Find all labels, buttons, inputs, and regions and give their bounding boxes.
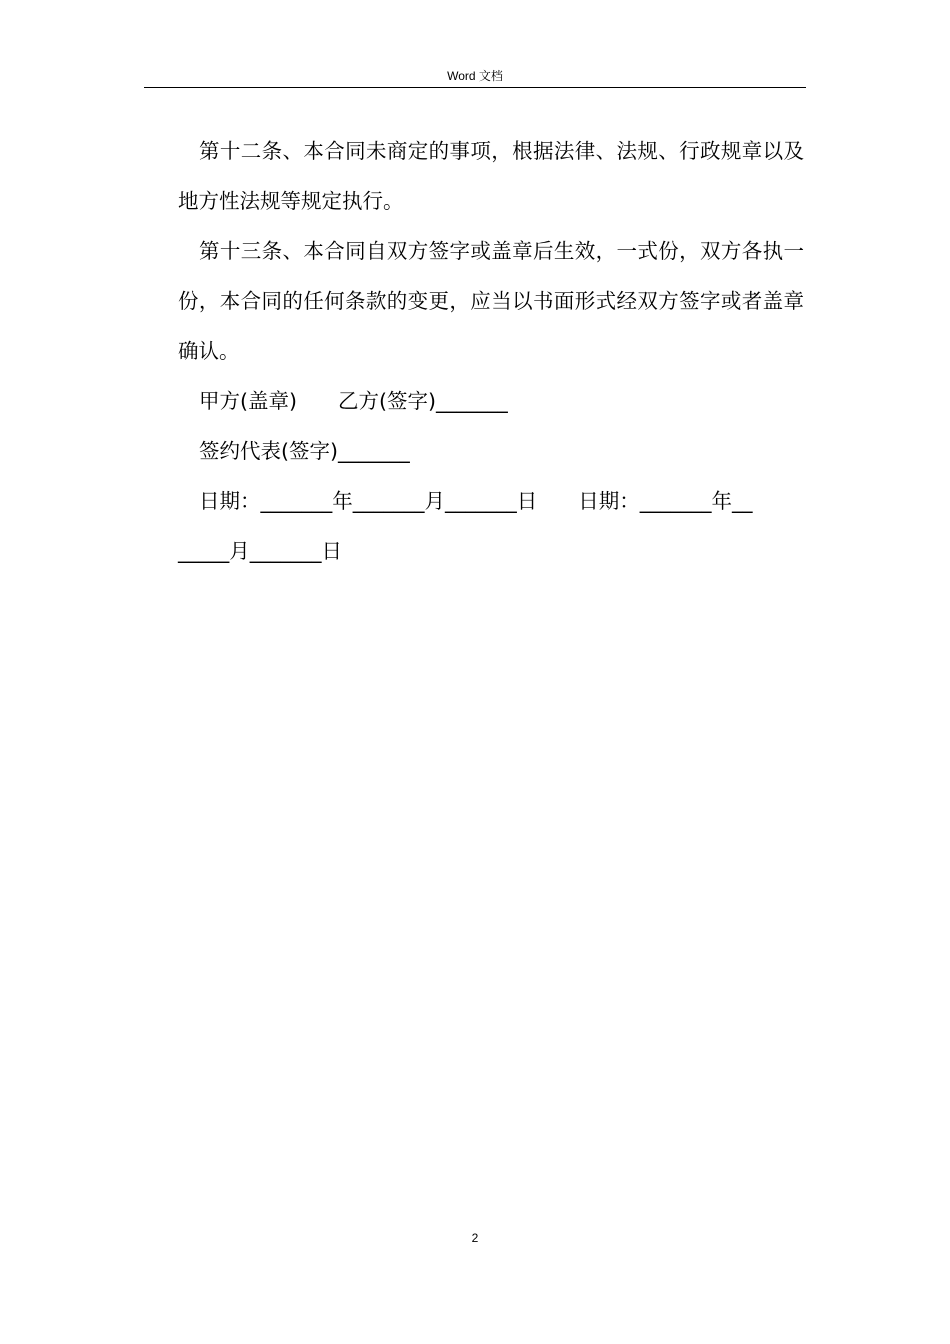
- page-number: 2: [471, 1231, 479, 1245]
- page-header-title: Word 文档: [447, 69, 503, 83]
- date-line-continued: _____月_______日: [178, 539, 342, 563]
- signature-line: 甲方(盖章) 乙方(签字)_______: [199, 389, 508, 413]
- document-body: [178, 126, 804, 576]
- paragraph-article-12: 第十二条、本合同未商定的事项，根据法律、法规、行政规章以及地方性法规等规定执行。: [178, 139, 804, 213]
- header-rule: [144, 87, 806, 88]
- representative-line: 签约代表(签字)_______: [199, 439, 410, 463]
- date-line: 日期：_______年_______月_______日 日期：_______年__: [199, 489, 753, 513]
- paragraph-article-13: 第十三条、本合同自双方签字或盖章后生效，一式份，双方各执一份，本合同的任何条款的变更，应当以书面形式经双方签字或者盖章确认。: [178, 239, 804, 363]
